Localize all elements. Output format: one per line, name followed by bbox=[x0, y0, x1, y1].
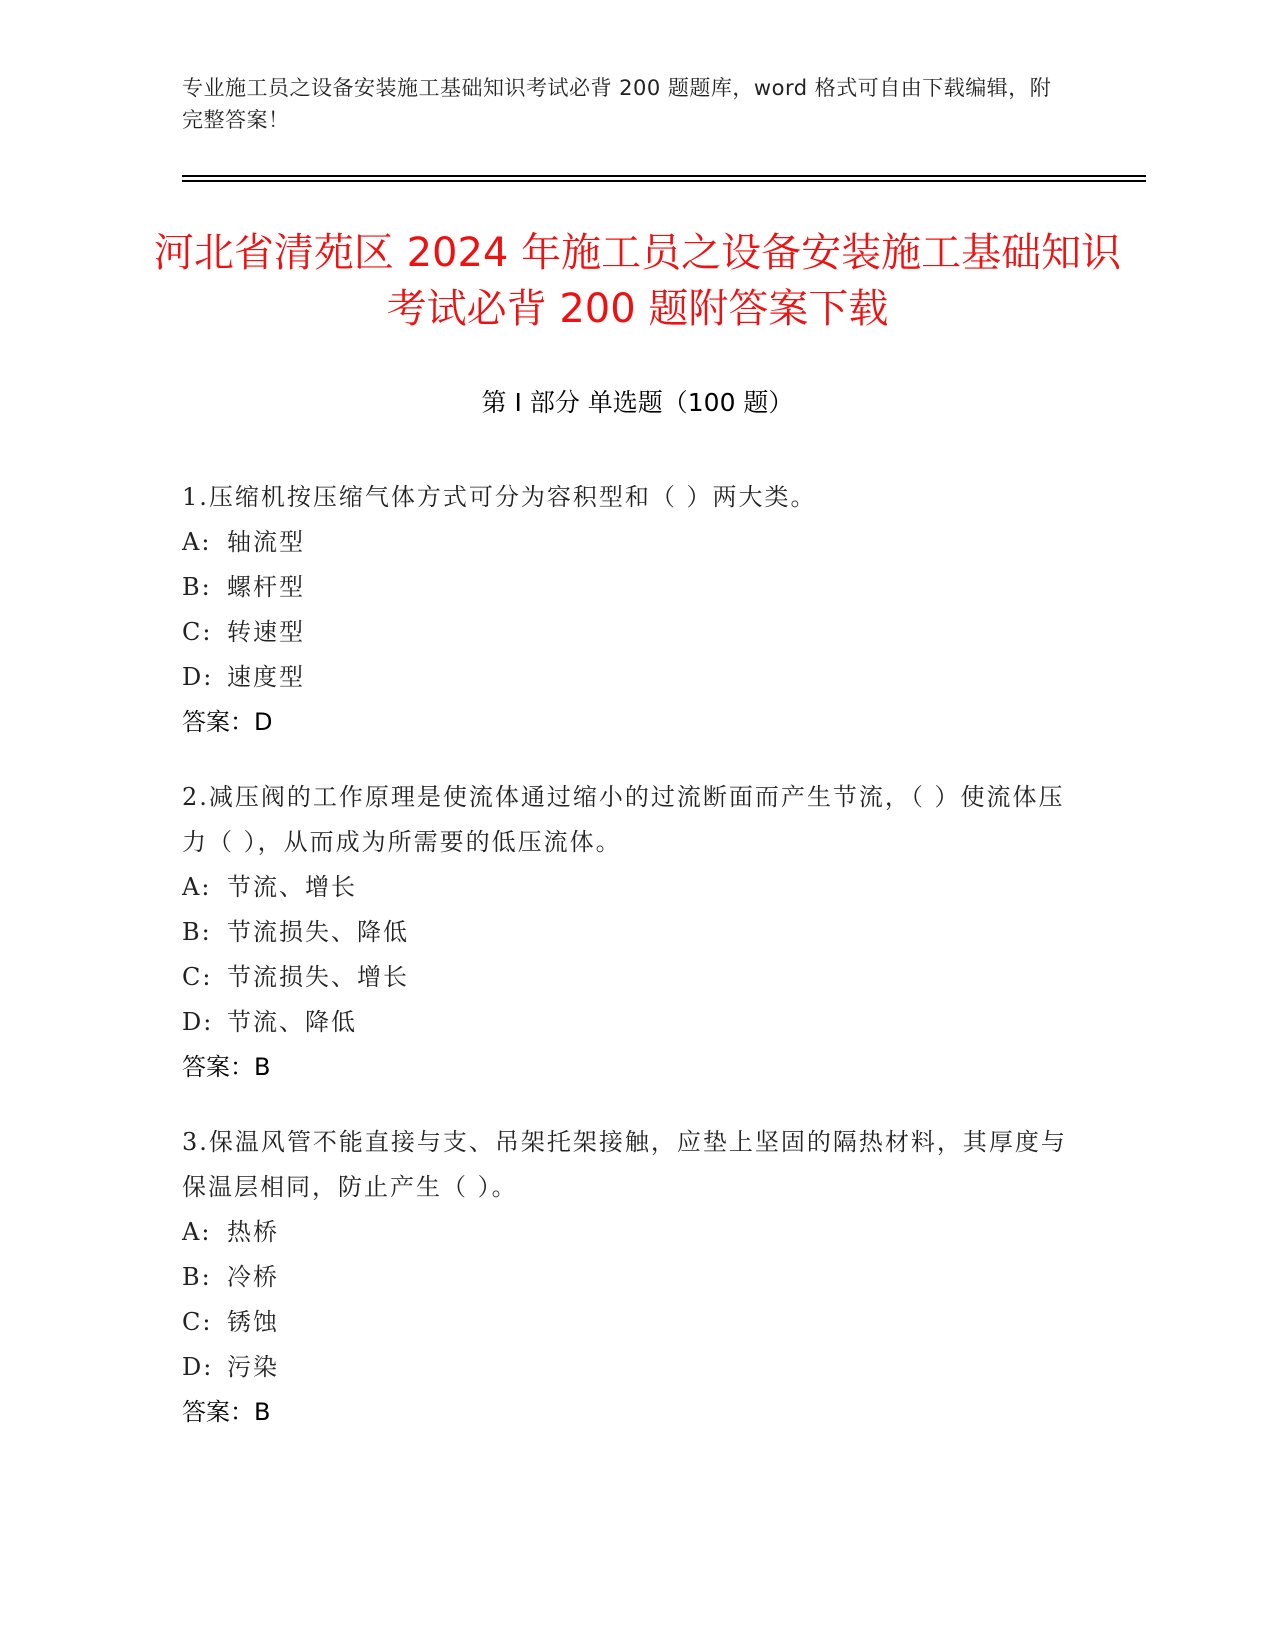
document-header: 专业施工员之设备安装施工基础知识考试必背 200 题题库，word 格式可自由下载编辑，附完整答案！ bbox=[182, 76, 1052, 132]
document-title: 河北省清苑区 2024 年施工员之设备安装施工基础知识考试必背 200 题附答案下载 bbox=[153, 230, 1122, 332]
option-text: 节流、降低 bbox=[227, 1008, 357, 1036]
option-letter: B: bbox=[182, 1263, 212, 1291]
option-d bbox=[182, 1000, 1082, 1045]
option-text: 冷桥 bbox=[227, 1263, 279, 1291]
option-b bbox=[182, 910, 1082, 955]
answer-line: 答案：D bbox=[182, 708, 273, 736]
option-text: 节流损失、降低 bbox=[227, 918, 409, 946]
answer-line: 答案：B bbox=[182, 1398, 271, 1426]
option-letter: D: bbox=[182, 1353, 214, 1381]
option-d bbox=[182, 1345, 1082, 1390]
option-letter: B: bbox=[182, 918, 212, 946]
question-stem: 3.保温风管不能直接与支、吊架托架接触，应垫上坚固的隔热材料，其厚度与保温层相同，防止产生（ ）。 bbox=[182, 1128, 1067, 1201]
option-b bbox=[182, 565, 1082, 610]
option-letter: C: bbox=[182, 963, 213, 991]
option-d bbox=[182, 655, 1082, 700]
option-b bbox=[182, 1255, 1082, 1300]
option-letter: B: bbox=[182, 573, 212, 601]
option-letter: D: bbox=[182, 663, 214, 691]
question-stem: 2.减压阀的工作原理是使流体通过缩小的过流断面而产生节流，（ ）使流体压力（ ），从而成为所需要的低压流体。 bbox=[182, 783, 1065, 856]
option-a bbox=[182, 1210, 1082, 1255]
question-stem: 1.压缩机按压缩气体方式可分为容积型和（ ）两大类。 bbox=[182, 483, 817, 511]
option-c bbox=[182, 610, 1082, 655]
question-list bbox=[182, 475, 1082, 1465]
option-text: 节流损失、增长 bbox=[227, 963, 409, 991]
option-letter: A: bbox=[182, 528, 212, 556]
option-a bbox=[182, 520, 1082, 565]
header-rule-top bbox=[182, 175, 1146, 177]
option-letter: C: bbox=[182, 618, 213, 646]
option-text: 转速型 bbox=[227, 618, 305, 646]
option-text: 螺杆型 bbox=[227, 573, 305, 601]
option-a bbox=[182, 865, 1082, 910]
question-1 bbox=[182, 475, 1082, 745]
header-rule-bottom bbox=[182, 180, 1146, 182]
question-3 bbox=[182, 1120, 1082, 1435]
option-text: 热桥 bbox=[227, 1218, 279, 1246]
option-text: 锈蚀 bbox=[227, 1308, 279, 1336]
option-c bbox=[182, 955, 1082, 1000]
option-letter: D: bbox=[182, 1008, 214, 1036]
question-2 bbox=[182, 775, 1082, 1090]
part-heading: 第 I 部分 单选题（100 题） bbox=[481, 388, 794, 417]
option-text: 轴流型 bbox=[227, 528, 305, 556]
option-letter: C: bbox=[182, 1308, 213, 1336]
option-text: 节流、增长 bbox=[227, 873, 357, 901]
option-text: 污染 bbox=[227, 1353, 279, 1381]
option-text: 速度型 bbox=[227, 663, 305, 691]
option-letter: A: bbox=[182, 1218, 212, 1246]
option-letter: A: bbox=[182, 873, 212, 901]
option-c bbox=[182, 1300, 1082, 1345]
answer-line: 答案：B bbox=[182, 1053, 271, 1081]
